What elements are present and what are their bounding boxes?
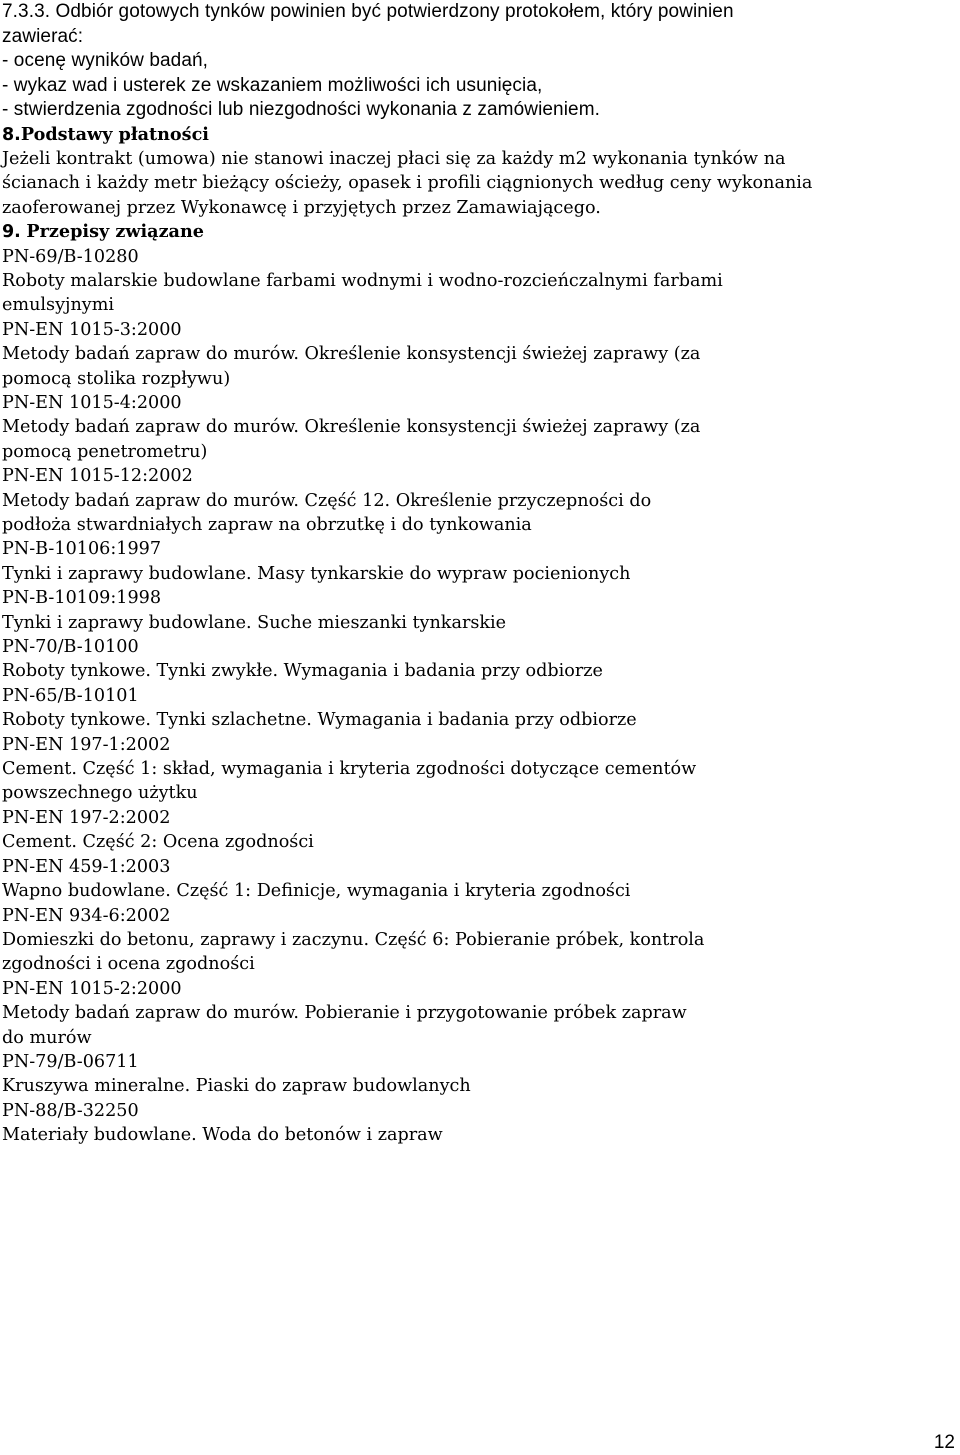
standard-code: PN-B-10109:1998 [2, 588, 162, 609]
standard-title: Roboty tynkowe. Tynki zwykłe. Wymagania i badania przy odbiorze [2, 661, 603, 682]
standard-title: Kruszywa mineralne. Piaski do zapraw budowlanych [2, 1076, 471, 1097]
standard-title: Metody badań zapraw do murów. Określenie konsystencji świeżej zaprawy (za [2, 344, 701, 365]
standard-title: Roboty tynkowe. Tynki szlachetne. Wymagania i badania przy odbiorze [2, 710, 637, 731]
standard-code: PN-EN 1015-4:2000 [2, 392, 182, 413]
standard-code: PN-EN 1015-3:2000 [2, 319, 182, 340]
standard-title: zgodności i ocena zgodności [2, 954, 255, 975]
standard-title: Roboty malarskie budowlane farbami wodnymi i wodno-rozcieńczalnymi farbami [2, 270, 723, 291]
page-number: 12 [933, 1432, 955, 1453]
standard-code: PN-70/B-10100 [2, 637, 139, 658]
section-7-3-3 [2, 0, 952, 123]
heading-number: 9. [2, 222, 21, 243]
heading-title: Przepisy związane [26, 221, 204, 243]
standard-title: Wapno budowlane. Część 1: Definicje, wymagania i kryteria zgodności [2, 881, 631, 902]
standards-list [2, 245, 952, 1148]
standard-title: Domieszki do betonu, zaprawy i zaczynu. Część 6: Pobieranie próbek, kontrola [2, 929, 705, 950]
standard-code: PN-EN 934-6:2002 [2, 905, 171, 926]
heading-title: Podstawy płatności [20, 123, 209, 145]
standard-title: Metody badań zapraw do murów. Część 12. Określenie przyczepności do [2, 490, 652, 511]
standard-code: PN-EN 197-1:2002 [2, 734, 171, 755]
heading-number: 8. [2, 124, 21, 145]
standard-title: do murów [2, 1027, 92, 1048]
standard-code: PN-65/B-10101 [2, 685, 139, 706]
section-8-heading [2, 123, 952, 147]
section-8 [2, 123, 952, 221]
text-line: ścianach i każdy metr bieżący ościeży, opasek i profili ciągnionych według ceny wykonania [2, 173, 813, 194]
standard-title: Tynki i zaprawy budowlane. Suche mieszanki tynkarskie [2, 612, 507, 633]
standard-title: Materiały budowlane. Woda do betonów i zapraw [2, 1125, 443, 1146]
standard-title: emulsyjnymi [2, 295, 115, 316]
text-line: zaoferowanej przez Wykonawcę i przyjętych przez Zamawiającego. [2, 197, 601, 218]
text-line: zawierać: [2, 25, 84, 47]
standard-code: PN-EN 1015-12:2002 [2, 466, 193, 487]
standard-code: PN-EN 197-2:2002 [2, 807, 171, 828]
document-body [2, 0, 952, 1148]
list-item: - stwierdzenia zgodności lub niezgodności wykonania z zamówieniem. [2, 99, 601, 120]
standard-title: pomocą stolika rozpływu) [2, 368, 231, 389]
standard-title: Cement. Część 2: Ocena zgodności [2, 832, 314, 853]
standard-title: Metody badań zapraw do murów. Pobieranie i przygotowanie próbek zapraw [2, 1003, 687, 1024]
section-9 [2, 220, 952, 1147]
standard-code: PN-B-10106:1997 [2, 539, 162, 560]
standard-title: podłoża stwardniałych zapraw na obrzutkę i do tynkowania [2, 515, 532, 535]
standard-code: PN-EN 459-1:2003 [2, 856, 171, 877]
standard-title: Cement. Część 1: skład, wymagania i kryteria zgodności dotyczące cementów [2, 759, 697, 780]
standard-code: PN-EN 1015-2:2000 [2, 978, 182, 999]
standard-code: PN-88/B-32250 [2, 1100, 139, 1121]
standard-title: Metody badań zapraw do murów. Określenie konsystencji świeżej zaprawy (za [2, 417, 701, 438]
standard-title: pomocą penetrometru) [2, 441, 208, 462]
text-line: 7.3.3. Odbiór gotowych tynków powinien być potwierdzony protokołem, który powinien [2, 1, 734, 22]
standard-code: PN-79/B-06711 [2, 1051, 139, 1072]
list-item: - wykaz wad i usterek ze wskazaniem możliwości ich usunięcia, [2, 74, 543, 96]
list-item: - ocenę wyników badań, [2, 50, 209, 71]
text-line: Jeżeli kontrakt (umowa) nie stanowi inaczej płaci się za każdy m2 wykonania tynków na [2, 148, 786, 169]
section-9-heading [2, 220, 952, 244]
standard-code: PN-69/B-10280 [2, 246, 139, 267]
standard-title: Tynki i zaprawy budowlane. Masy tynkarskie do wypraw pocienionych [2, 563, 631, 584]
standard-title: powszechnego użytku [2, 783, 198, 804]
